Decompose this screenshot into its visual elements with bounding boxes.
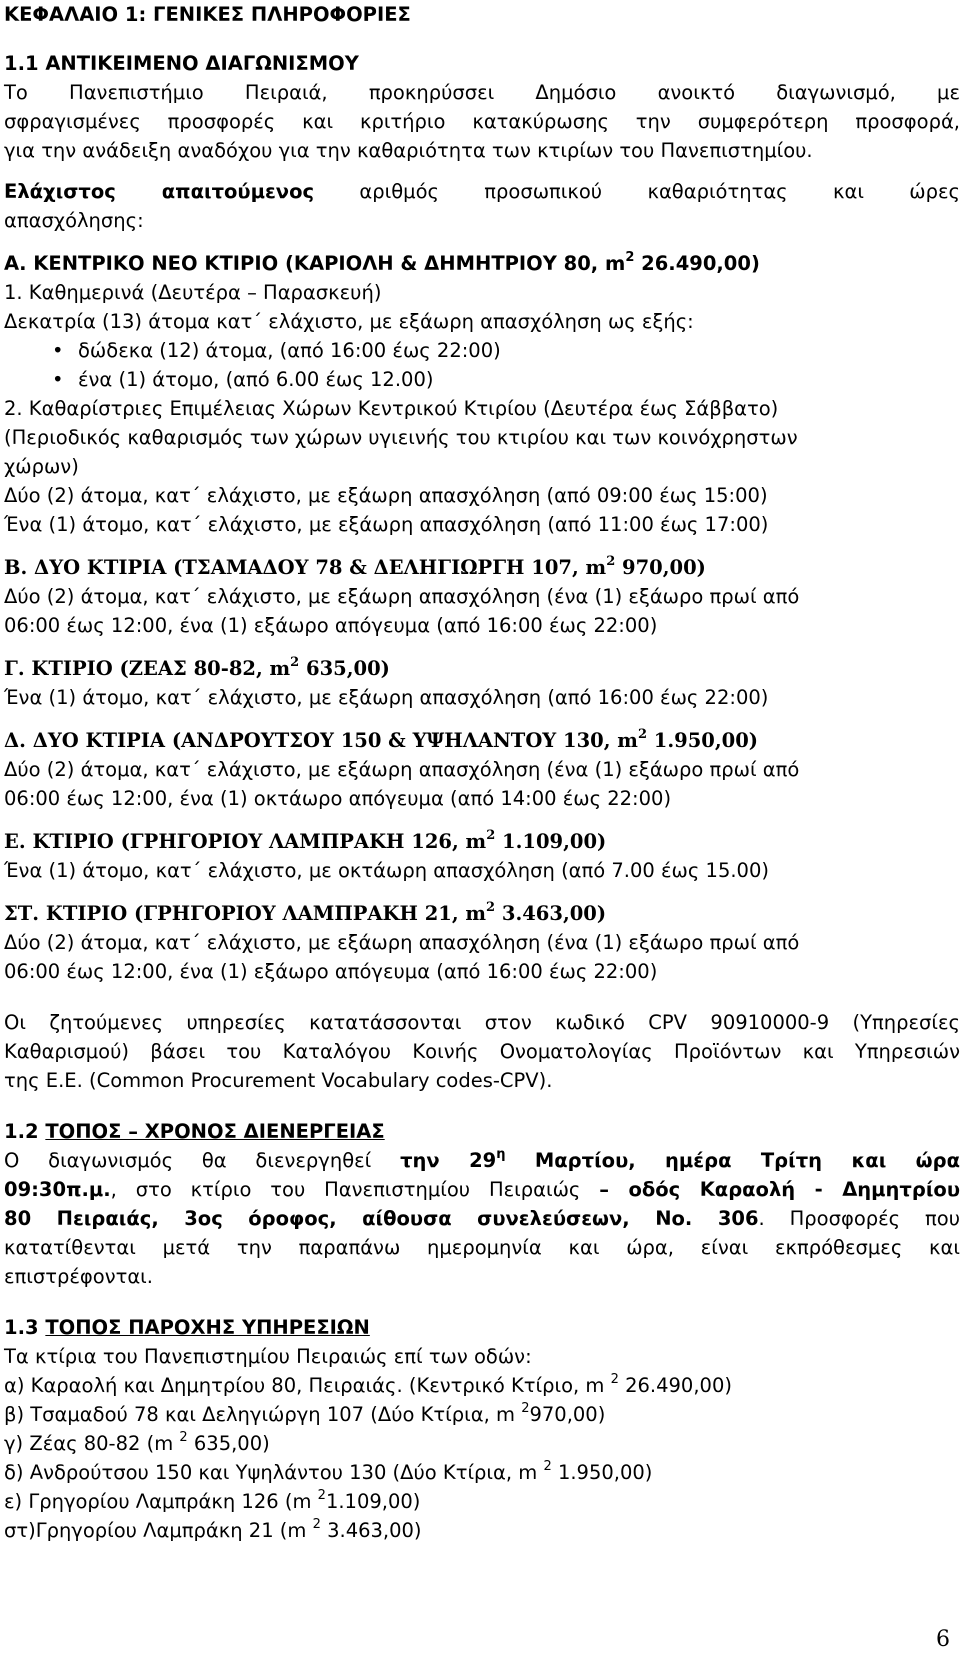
- superscript: 2: [486, 899, 496, 915]
- building-a-item-1: 1. Καθημερινά (Δευτέρα – Παρασκευή): [4, 281, 382, 304]
- list-item: α) Καραολή και Δημητρίου 80, Πειραιάς. (Κεντρικό Κτίριο, m $^2$ 26.490,00): [4, 1371, 732, 1397]
- building-e-line-1: Ένα (1) άτομο, κατ΄ ελάχιστο, με οκτάωρη απασχόληση (από 7.00 έως 15.00): [4, 859, 769, 882]
- list-item: β) Τσαμαδού 78 και Δεληγιώργη 107 (Δύο Κτίρια, m $^2$970,00): [4, 1400, 606, 1426]
- intro-line-1: Το Πανεπιστήμιο Πειραιά, προκηρύσσει Δημόσιο ανοικτό διαγωνισμό, με: [4, 81, 960, 104]
- building-e-heading: Ε. ΚΤΙΡΙΟ (ΓΡΗΓΟΡΙΟΥ ΛΑΜΠΡΑΚΗ 126, $m^2$ 1.109,00): [4, 827, 607, 853]
- intro-line-3: για την ανάδειξη αναδόχου για την καθαριότητα των κτιρίων του Πανεπιστημίου.: [4, 139, 813, 162]
- building-d-line-2: 06:00 έως 12:00, ένα (1) οκτάωρο απόγευμα (από 14:00 έως 22:00): [4, 787, 672, 810]
- list-item: στ)Γρηγορίου Λαμπράκη 21 (m $^2$ 3.463,00): [4, 1516, 422, 1542]
- cpv-line-1: Οι ζητούμενες υπηρεσίες κατατάσσονται στον κωδικό CPV 90910000-9 (Υπηρεσίες: [4, 1011, 960, 1034]
- section-1-3-intro: Τα κτίρια του Πανεπιστημίου Πειραιώς επί των οδών:: [4, 1345, 532, 1368]
- superscript: 2: [317, 1487, 326, 1503]
- building-a-heading: Α. ΚΕΝΤΡΙΚΟ ΝΕΟ ΚΤΙΡΙΟ (ΚΑΡΙΟΛΗ & ΔΗΜΗΤΡΙΟΥ 80, $m^2$ 26.490,00): [4, 249, 760, 275]
- section-1-2-line-4: κατατίθενται μετά την παραπάνω ημερομηνία και ώρα, είναι εκπρόθεσμες και: [4, 1236, 960, 1259]
- list-item: • δώδεκα (12) άτομα, (από 16:00 έως 22:00): [4, 336, 960, 365]
- superscript: 2: [290, 654, 300, 670]
- superscript: 2: [486, 827, 496, 843]
- building-st-heading: ΣΤ. ΚΤΙΡΙΟ (ΓΡΗΓΟΡΙΟΥ ΛΑΜΠΡΑΚΗ 21, $m^2$ 3.463,00): [4, 899, 607, 925]
- list-item: δ) Ανδρούτσου 150 και Υψηλάντου 130 (Δύο Κτίρια, m $^2$ 1.950,00): [4, 1458, 653, 1484]
- building-a-item-2-line-2: Ένα (1) άτομο, κατ΄ ελάχιστο, με εξάωρη απασχόληση (από 11:00 έως 17:00): [4, 513, 769, 536]
- building-a-item-1-desc: Δεκατρία (13) άτομα κατ΄ ελάχιστο, με εξάωρη απασχόληση ως εξής:: [4, 310, 694, 333]
- superscript: 2: [543, 1458, 552, 1474]
- superscript: 2: [625, 249, 635, 265]
- section-1-2-line-2: 09:30π.μ., στο κτίριο του Πανεπιστημίου Πειραιώς – οδός Καραολή - Δημητρίου: [4, 1178, 960, 1201]
- superscript: 2: [606, 553, 616, 569]
- staff-heading-line-2: απασχόλησης:: [4, 209, 144, 232]
- superscript: η: [496, 1146, 506, 1162]
- staff-heading: [4, 177, 960, 206]
- superscript: 2: [312, 1516, 321, 1532]
- building-a-item-2-desc-2: χώρων): [4, 455, 79, 478]
- cpv-line-2: Καθαρισμού) βάσει του Καταλόγου Κοινής Ονοματολογίας Προϊόντων και Υπηρεσιών: [4, 1040, 960, 1063]
- superscript: 2: [179, 1429, 188, 1445]
- page-content: [4, 0, 960, 1545]
- building-st-line-2: 06:00 έως 12:00, ένα (1) εξάωρο απόγευμα (από 16:00 έως 22:00): [4, 960, 658, 983]
- list-item: ε) Γρηγορίου Λαμπράκη 126 (m $^2$1.109,00): [4, 1487, 421, 1513]
- building-b-heading: Β. ΔΥΟ ΚΤΙΡΙΑ (ΤΣΑΜΑΔΟΥ 78 & ΔΕΛΗΓΙΩΡΓΗ 107, $m^2$ 970,00): [4, 553, 706, 579]
- building-st-line-1: Δύο (2) άτομα, κατ΄ ελάχιστο, με εξάωρη απασχόληση (ένα (1) εξάωρο πρωί από: [4, 931, 800, 954]
- building-d-heading: Δ. ΔΥΟ ΚΤΙΡΙΑ (ΑΝΔΡΟΥΤΣΟΥ 150 & ΥΨΗΛΑΝΤΟΥ 130, $m^2$ 1.950,00): [4, 726, 758, 752]
- building-a-bullet-list: [4, 336, 960, 394]
- section-1-2-line-5: επιστρέφονται.: [4, 1265, 153, 1288]
- list-item: γ) Ζέας 80-82 (m $^2$ 635,00): [4, 1429, 270, 1455]
- staff-bold: Ελάχιστος απαιτούμενος: [4, 180, 315, 203]
- building-b-line-1: Δύο (2) άτομα, κατ΄ ελάχιστο, με εξάωρη απασχόληση (ένα (1) εξάωρο πρωί από: [4, 585, 800, 608]
- building-a-item-2-line-1: Δύο (2) άτομα, κατ΄ ελάχιστο, με εξάωρη απασχόληση (από 09:00 έως 15:00): [4, 484, 768, 507]
- section-1-1-title: 1.1 ΑΝΤΙΚΕΙΜΕΝΟ ΔΙΑΓΩΝΙΣΜΟΥ: [4, 52, 359, 75]
- intro-line-2: σφραγισμένες προσφορές και κριτήριο κατακύρωσης την συμφερότερη προσφορά,: [4, 110, 960, 133]
- page-number: 6: [936, 1627, 950, 1652]
- superscript: 2: [610, 1371, 619, 1387]
- superscript: 2: [637, 726, 647, 742]
- section-1-3-title: 1.3 ΤΟΠΟΣ ΠΑΡΟΧΗΣ ΥΠΗΡΕΣΙΩΝ: [4, 1316, 370, 1339]
- list-item: • ένα (1) άτομο, (από 6.00 έως 12.00): [4, 365, 960, 394]
- superscript: 2: [521, 1400, 530, 1416]
- building-g-heading: Γ. ΚΤΙΡΙΟ (ΖΕΑΣ 80-82, $m^2$ 635,00): [4, 654, 390, 680]
- building-a-item-2: 2. Καθαρίστριες Επιμέλειας Χώρων Κεντρικού Κτιρίου (Δευτέρα έως Σάββατο): [4, 397, 779, 420]
- building-g-line-1: Ένα (1) άτομο, κατ΄ ελάχιστο, με εξάωρη απασχόληση (από 16:00 έως 22:00): [4, 686, 769, 709]
- building-d-line-1: Δύο (2) άτομα, κατ΄ ελάχιστο, με εξάωρη απασχόληση (ένα (1) εξάωρο πρωί από: [4, 758, 800, 781]
- building-b-line-2: 06:00 έως 12:00, ένα (1) εξάωρο απόγευμα (από 16:00 έως 22:00): [4, 614, 658, 637]
- section-1-2-line-1: Ο διαγωνισμός θα διενεργηθεί την $29^\eta$ Μαρτίου, ημέρα Τρίτη και ώρα: [4, 1146, 960, 1172]
- section-1-2-title: 1.2 ΤΟΠΟΣ – ΧΡΟΝΟΣ ΔΙΕΝΕΡΓΕΙΑΣ: [4, 1120, 385, 1143]
- staff-rest: αριθμός προσωπικού καθαριότητας και ώρες: [314, 180, 960, 203]
- building-a-item-2-desc-1: (Περιοδικός καθαρισμός των χώρων υγιεινής του κτιρίου και των κοινόχρηστων: [4, 426, 798, 449]
- cpv-line-3: της Ε.Ε. (Common Procurement Vocabulary codes-CPV).: [4, 1069, 553, 1092]
- chapter-title: ΚΕΦΑΛΑΙΟ 1: ΓΕΝΙΚΕΣ ΠΛΗΡΟΦΟΡΙΕΣ: [4, 3, 411, 26]
- section-1-2-line-3: 80 Πειραιάς, 3ος όροφος, αίθουσα συνελεύσεων, Νο. 306. Προσφορές που: [4, 1207, 960, 1230]
